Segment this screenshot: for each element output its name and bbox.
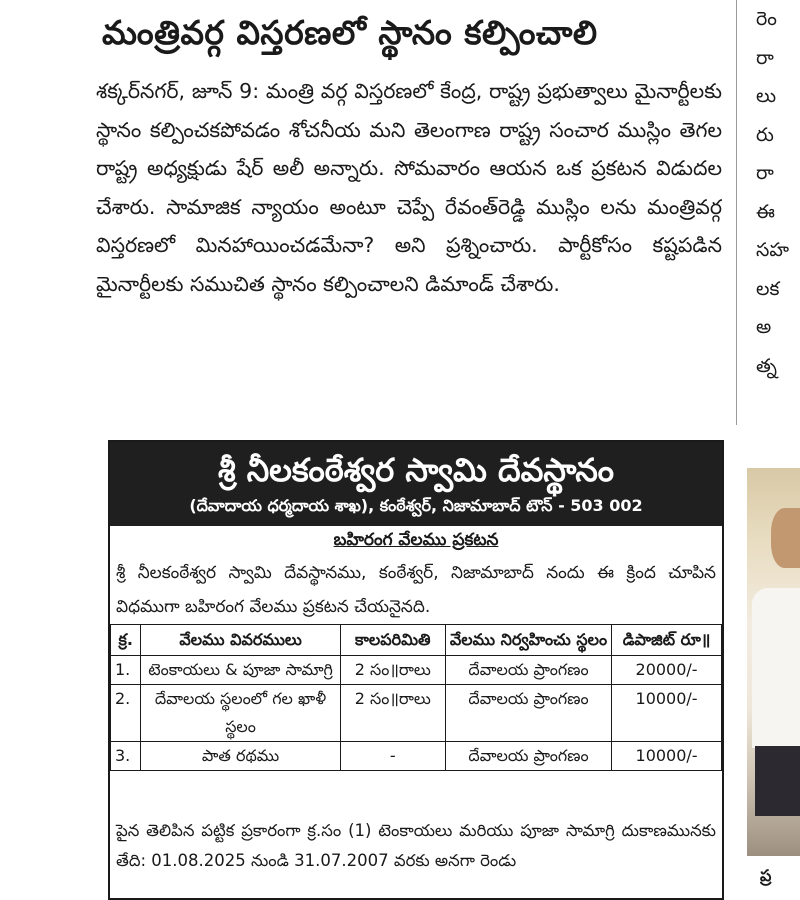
adjacent-column-text <box>756 0 800 425</box>
article-headline: మంత్రివర్గ విస్తరణలో స్థానం కల్పించాలి <box>102 13 598 52</box>
photo-person-shirt <box>752 588 800 748</box>
header-description: వేలము వివరములు <box>141 625 340 656</box>
adjacent-line: అ <box>756 316 772 338</box>
photo-person-lower <box>755 746 800 816</box>
cell-deposit: 10000/- <box>612 742 722 771</box>
cell-deposit: 20000/- <box>612 656 722 685</box>
cell-duration: 2 సం॥రాలు <box>340 685 445 742</box>
cell-place: దేవాలయ ప్రాంగణం <box>445 742 611 771</box>
notice-title: శ్రీ నీలకంఠేశ్వర స్వామి దేవస్థానం <box>217 451 615 489</box>
cell-description: దేవాలయ స్థలంలో గల ఖాళీ స్థలం <box>141 685 340 742</box>
table-row <box>111 656 722 685</box>
cell-place: దేవాలయ ప్రాంగణం <box>445 685 611 742</box>
adjacent-line: సహ <box>756 239 789 261</box>
cell-serial: 2. <box>111 685 141 742</box>
adjacent-line: లక <box>756 277 780 300</box>
photo-person-head <box>771 508 800 568</box>
column-divider <box>736 0 737 425</box>
auction-notice <box>108 440 724 900</box>
adjacent-line: రెం <box>756 8 777 30</box>
cell-serial: 1. <box>111 656 141 685</box>
header-serial: క్ర. <box>111 625 141 656</box>
adjacent-line: లు <box>756 85 777 107</box>
notice-footer: పైన తెలిపిన పట్టిక ప్రకారంగా క్ర.సం (1) టెంకాయలు మరియు పూజా సామాగ్రి దుకాణమునకు తేది: 01.08.2025 నుండి 31.07.2007 వరకు అనగా రెండు <box>116 821 716 870</box>
table-header-row <box>111 625 722 656</box>
cell-description: పాత రథము <box>141 742 340 771</box>
cell-duration: 2 సం॥రాలు <box>340 656 445 685</box>
notice-heading <box>110 528 722 552</box>
adjacent-line: రు <box>756 123 774 146</box>
adjacent-line: త్న <box>756 354 777 377</box>
table-row <box>111 742 722 771</box>
header-place: వేలము నిర్వహించు స్థలం <box>445 625 611 656</box>
cell-duration: - <box>340 742 445 771</box>
table-row <box>111 685 722 742</box>
article-body: శక్కర్‌నగర్, జూన్ 9: మంత్రి వర్గ విస్తరణలో కేంద్ర, రాష్ట్ర ప్రభుత్వాలు మైనార్టీలకు స్థానం కల్పించకపోవడం శోచనీయ మని తెలంగాణ రాష్ట్ర సంచార ముస్లిం తెగల రాష్ట్ర అధ్యక్షుడు షేర్ అలీ అన్నారు. సోమవారం ఆయన ఒక ప్రకటన విడుదల చేశారు. సామాజిక న్యాయం అంటూ చెప్పే రేవంత్‌రెడ్డి ముస్లిం లను మంత్రివర్గ విస్తరణలో మినహాయించడమేనా? అని ప్రశ్నించారు. పార్టీకోసం కష్టపడిన మైనార్టీలకు సముచిత స్థానం కల్పించాలని డిమాండ్ చేశారు. <box>96 79 722 296</box>
cell-description: టెంకాయలు & పూజా సామాగ్రి <box>141 656 340 685</box>
adjacent-line: రా <box>756 46 774 69</box>
auction-table <box>110 624 722 771</box>
cell-serial: 3. <box>111 742 141 771</box>
news-photo <box>747 468 800 856</box>
photo-caption: ప్ర <box>760 866 772 885</box>
notice-intro: శ్రీ నీలకంఠేశ్వర స్వామి దేవస్థానము, కంఠేశ్వర్, నిజామాబాద్ నందు ఈ క్రింద చూపిన విధముగా బహిరంగ వేలము ప్రకటన చేయనైనది. <box>116 563 716 617</box>
adjacent-line: రా <box>756 162 774 184</box>
notice-heading-text: బహిరంగ వేలము ప్రకటన <box>333 530 499 550</box>
cell-deposit: 10000/- <box>612 685 722 742</box>
adjacent-line: ఈ <box>756 200 775 223</box>
header-deposit: డిపాజిట్ రూ॥ <box>612 625 722 656</box>
notice-subtitle: (దేవాదాయ ధర్మదాయ శాఖ), కంఠేశ్వర్, నిజామాబాద్ టౌన్ - 503 002 <box>189 496 643 515</box>
cell-place: దేవాలయ ప్రాంగణం <box>445 656 611 685</box>
notice-banner <box>110 442 722 526</box>
header-duration: కాలపరిమితి <box>340 625 445 656</box>
